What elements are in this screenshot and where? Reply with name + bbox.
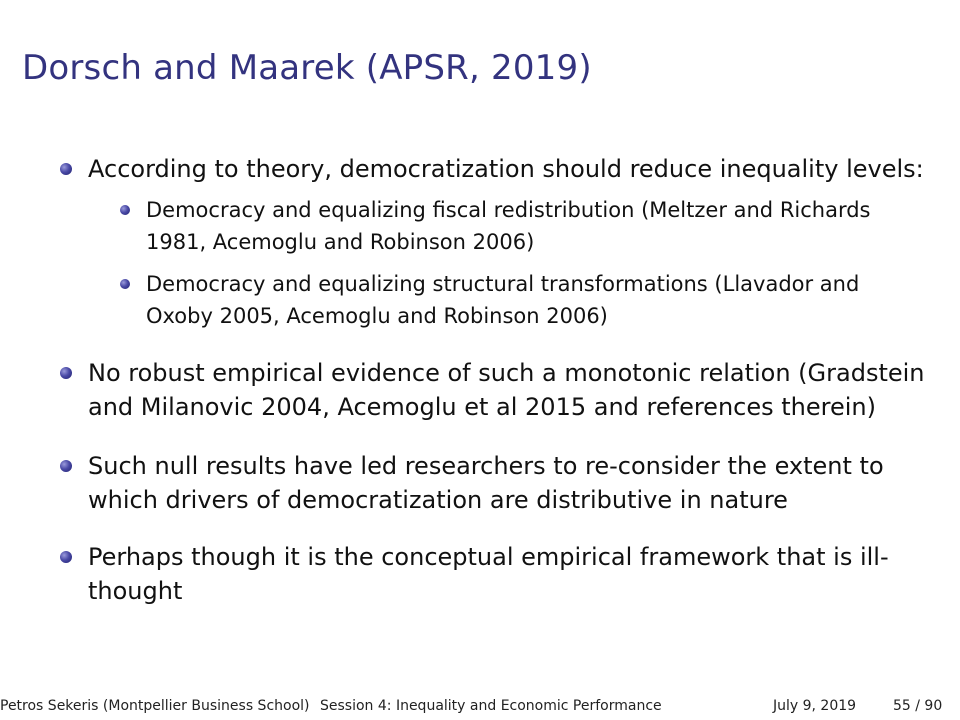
ball-bullet-icon: [60, 460, 72, 472]
sub-bullet-1-2-text: Democracy and equalizing structural transformations (Llavador and Oxoby 2005, Acemoglu and Robinson 2006): [146, 272, 860, 328]
bullet-4-text: Perhaps though it is the conceptual empirical framework that is ill-thought: [88, 543, 889, 605]
ball-bullet-icon: [60, 551, 72, 563]
ball-bullet-icon: [120, 205, 130, 215]
ball-bullet-icon: [120, 279, 130, 289]
footer-date: July 9, 2019: [773, 698, 857, 714]
slide-footer: [0, 694, 960, 720]
bullet-1-text: According to theory, democratization should reduce inequality levels:: [88, 155, 924, 183]
footer-page-number: 55 / 90: [893, 698, 943, 714]
slide-title: Dorsch and Maarek (APSR, 2019): [22, 48, 592, 88]
bullet-3-text: Such null results have led researchers to re-consider the extent to which drivers of democratization are distributive in nature: [88, 452, 884, 514]
ball-bullet-icon: [60, 163, 72, 175]
sub-bullet-1-1-text: Democracy and equalizing fiscal redistribution (Meltzer and Richards 1981, Acemoglu and Robinson 2006): [146, 198, 871, 254]
footer-author: Petros Sekeris (Montpellier Business School): [0, 698, 310, 714]
footer-session: Session 4: Inequality and Economic Performance: [320, 698, 662, 714]
ball-bullet-icon: [60, 367, 72, 379]
bullet-2-text: No robust empirical evidence of such a monotonic relation (Gradstein and Milanovic 2004, Acemoglu et al 2015 and references therein): [88, 359, 925, 421]
